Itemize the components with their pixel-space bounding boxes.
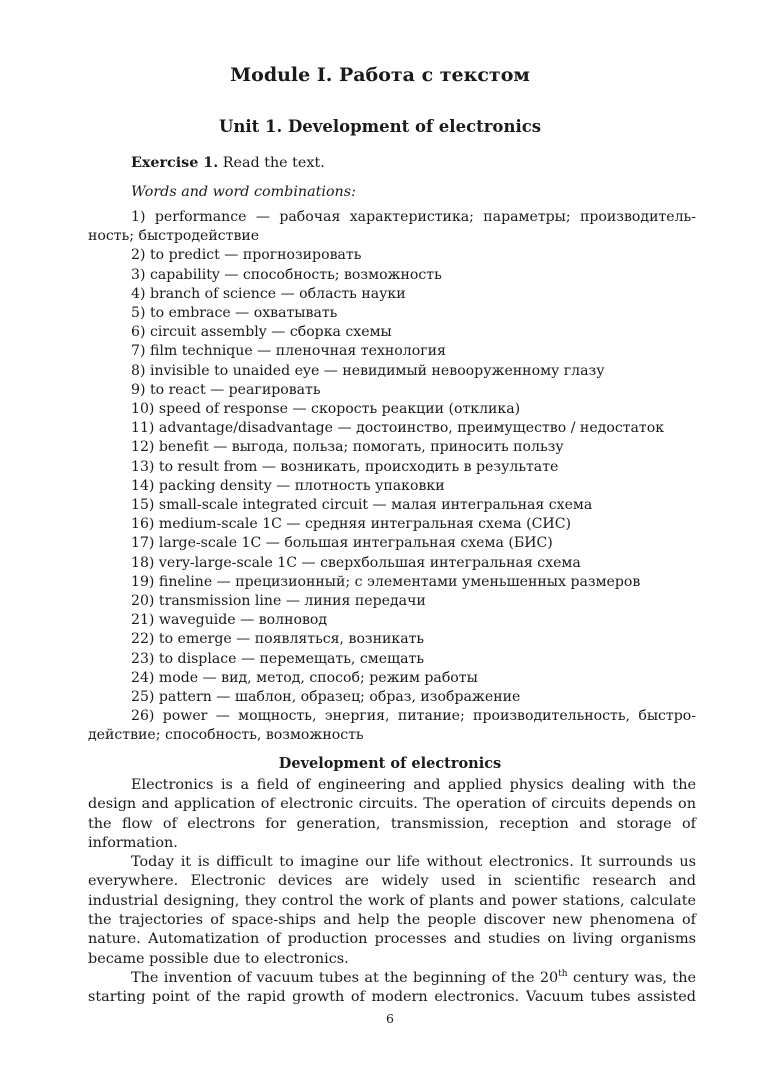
vocabulary-item: 12) benefit — выгода, польза; помогать, приносить пользу — [131, 439, 564, 456]
vocabulary-item: 21) waveguide — волновод — [131, 612, 328, 629]
vocabulary-item: 19) fineline — прецизионный; с элементами уменьшенных размеров — [131, 573, 641, 590]
vocabulary-item: 10) speed of response — скорость реакции (отклика) — [131, 401, 521, 418]
vocabulary-item: 2) to predict — прогнозировать — [131, 247, 362, 264]
vocabulary-item: 14) packing density — плотность упаковки — [131, 477, 445, 494]
module-title: Module I. Работа с текстом — [230, 64, 530, 86]
page-number: 6 — [386, 1011, 394, 1026]
section-title: Development of electronics — [278, 755, 502, 772]
paragraph: Today it is difficult to imagine our life without electronics. It surrounds us everywhere. Electronic devices are widely used in scientific research and industrial designing, they control the work of plants and power stations, calculate the trajectories of space-ships and help the people discover new phenomena of nature. Automatization of production processes and studies on living organisms became possible due to electronics. — [88, 854, 696, 967]
vocabulary-item: 9) to react — реагировать — [131, 381, 321, 398]
paragraph: Electronics is a field of engineering and applied physics dealing with the design and application of electronic circuits. The operation of circuits depends on the flow of electrons for generation, transmission, reception and storage of information. — [88, 777, 696, 851]
words-heading: Words and word combinations: — [131, 184, 356, 200]
paragraph — [88, 969, 696, 1008]
vocabulary-item: 25) pattern — шаблон, образец; образ, изображение — [131, 689, 521, 706]
paragraph-text: century was, the starting point of the rapid growth of modern electronics. Vacuum tubes assisted — [88, 969, 697, 1006]
unit-title: Unit 1. Development of electronics — [218, 117, 542, 136]
vocabulary-item: 24) mode — вид, метод, способ; режим работы — [131, 669, 478, 686]
vocabulary-item: 5) to embrace — охватывать — [131, 305, 338, 322]
paragraph-text: The invention of vacuum tubes at the beginning of the 20 — [131, 969, 559, 986]
exercise-label: Exercise 1. — [131, 155, 219, 171]
vocabulary-item: 1) performance — рабочая характеристика; параметры; производительность; быстродействие — [88, 209, 696, 245]
vocabulary-item: 22) to emerge — появляться, возникать — [131, 631, 425, 648]
vocabulary-item: 4) branch of science — область науки — [131, 285, 406, 302]
vocabulary-item: 15) small-scale integrated circuit — малая интегральная схема — [131, 497, 593, 514]
vocabulary-item: 26) power — мощность, энергия, питание; производительность, быстродействие; способность, возможность — [88, 708, 696, 744]
exercise-line — [131, 155, 325, 171]
superscript: th — [558, 969, 568, 980]
vocabulary-item: 11) advantage/disadvantage — достоинство, преимущество / недостаток — [131, 420, 665, 437]
vocabulary-item: 7) film technique — пленочная технология — [131, 343, 446, 360]
vocabulary-item: 13) to result from — возникать, происходить в результате — [131, 458, 559, 475]
vocabulary-item: 23) to displace — перемещать, смещать — [131, 650, 425, 667]
article-body — [88, 776, 696, 1008]
vocabulary-item: 17) large-scale 1C — большая интегральная схема (БИС) — [131, 535, 553, 552]
vocabulary-item: 18) very-large-scale 1C — сверхбольшая интегральная схема — [131, 554, 581, 571]
vocabulary-item: 6) circuit assembly — сборка схемы — [131, 324, 392, 341]
vocabulary-item: 3) capability — способность; возможность — [131, 266, 442, 283]
vocabulary-item: 16) medium-scale 1C — средняя интегральная схема (СИС) — [131, 516, 572, 533]
exercise-instruction: Read the text. — [222, 155, 325, 171]
vocabulary-list — [88, 208, 696, 746]
vocabulary-item: 8) invisible to unaided eye — невидимый невооруженному глазу — [131, 362, 605, 379]
vocabulary-item: 20) transmission line — линия передачи — [131, 593, 426, 610]
